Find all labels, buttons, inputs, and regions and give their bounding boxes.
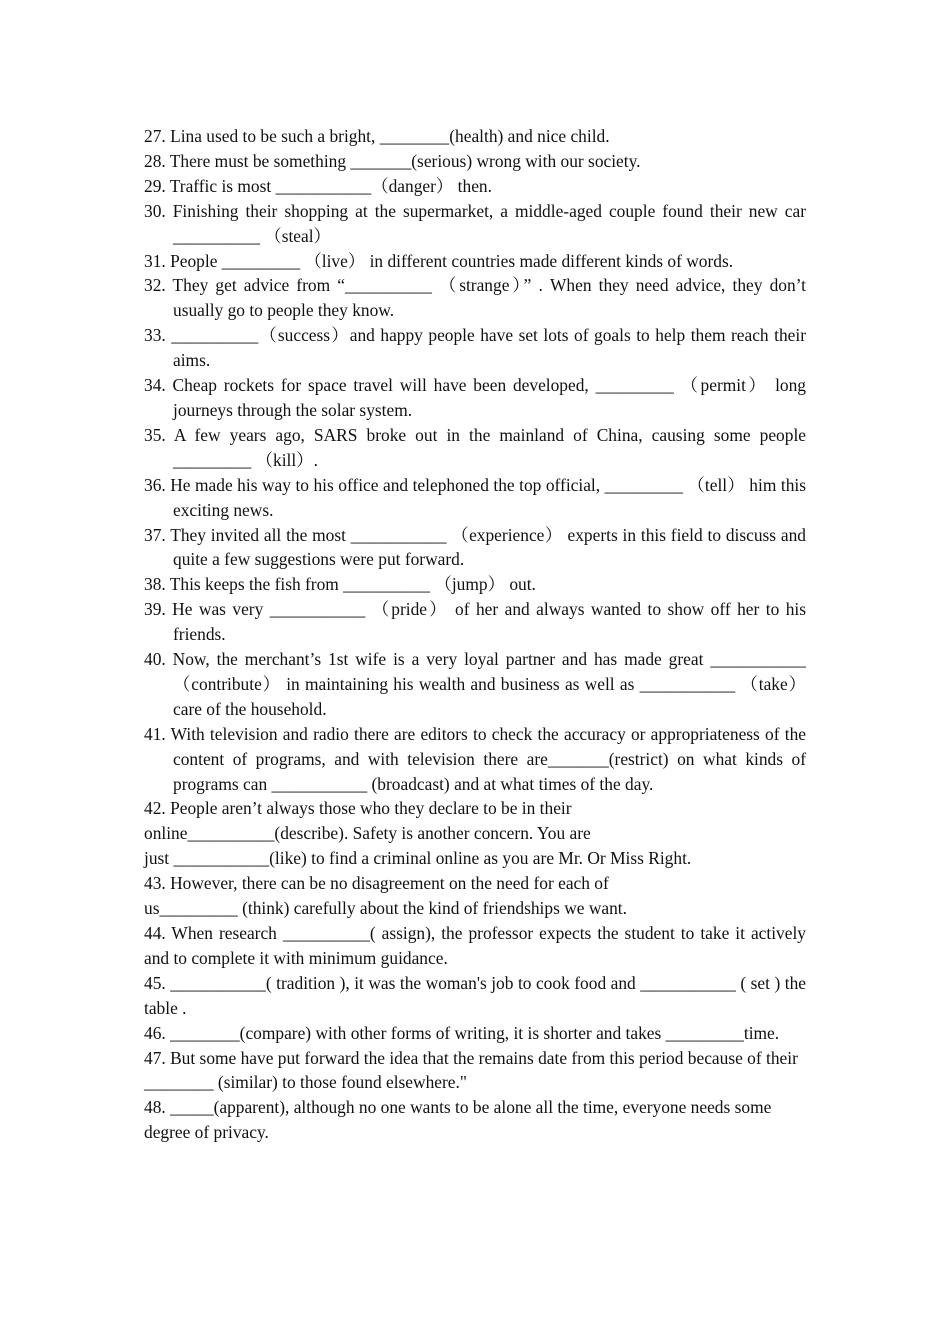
question-28: 28. There must be something _______(serious) wrong with our society. (144, 150, 641, 171)
question-42-line: online__________(describe). Safety is another concern. You are (144, 823, 591, 844)
question-40: 40. Now, the merchant’s 1st wife is a very loyal partner and has made great ___________ （contribute） in maintaining his wealth and business as well as ___________ （take） care of the household. (144, 649, 806, 719)
question-43-line: us_________ (think) carefully about the kind of friendships we want. (144, 898, 627, 919)
question-42-line: just ___________(like) to find a criminal online as you are Mr. Or Miss Right. (144, 848, 692, 869)
question-32: 32. They get advice from “__________ （strange）” . When they need advice, they don’t usually go to people they know. (144, 275, 806, 321)
question-34: 34. Cheap rockets for space travel will have been developed, _________ （permit） long journeys through the solar system. (144, 375, 806, 420)
question-48: 48. _____(apparent), although no one wants to be alone all the time, everyone needs some degree of privacy. (144, 1097, 772, 1143)
question-42 (144, 796, 806, 871)
question-35: 35. A few years ago, SARS broke out in the mainland of China, causing some people _________ （kill）. (144, 424, 806, 470)
question-41: 41. With television and radio there are editors to check the accuracy or appropriateness of the content of programs, and with television there are_______(restrict) on what kinds of programs can ___________ (broadcast) and at what times of the day. (144, 723, 806, 794)
question-39: 39. He was very ___________ （pride） of her and always wanted to show off her to his friends. (144, 599, 806, 645)
question-43 (144, 871, 806, 921)
question-37: 37. They invited all the most ___________ （experience） experts in this field to discuss and quite a few suggestions were put forward. (144, 524, 806, 570)
question-42-line: 42. People aren’t always those who they declare to be in their (144, 798, 572, 819)
question-29: 29. Traffic is most ___________（danger） then. (144, 175, 492, 196)
question-46: 46. ________(compare) with other forms of writing, it is shorter and takes _________time. (144, 1022, 780, 1043)
question-36: 36. He made his way to his office and telephoned the top official, _________ （tell） him this exciting news. (144, 474, 806, 520)
question-38: 38. This keeps the fish from __________ （jump） out. (144, 574, 536, 595)
question-33: 33. __________（success）and happy people have set lots of goals to help them reach their aims. (144, 325, 806, 371)
question-31: 31. People _________ （live） in different countries made different kinds of words. (144, 250, 734, 271)
question-30: 30. Finishing their shopping at the supermarket, a middle-aged couple found their new car __________ （steal） (144, 200, 806, 246)
question-27: 27. Lina used to be such a bright, ________(health) and nice child. (144, 126, 610, 146)
question-44: 44. When research __________( assign), the professor expects the student to take it actively and to complete it with minimum guidance. (144, 923, 806, 968)
question-45: 45. ___________( tradition ), it was the woman's job to cook food and ___________ ( set ) the table . (144, 972, 806, 1018)
question-47: 47. But some have put forward the idea that the remains date from this period because of their ________ (similar) to those found elsewhere." (144, 1047, 798, 1093)
question-43-line: 43. However, there can be no disagreement on the need for each of (144, 873, 609, 894)
exercise-page (144, 124, 806, 1145)
